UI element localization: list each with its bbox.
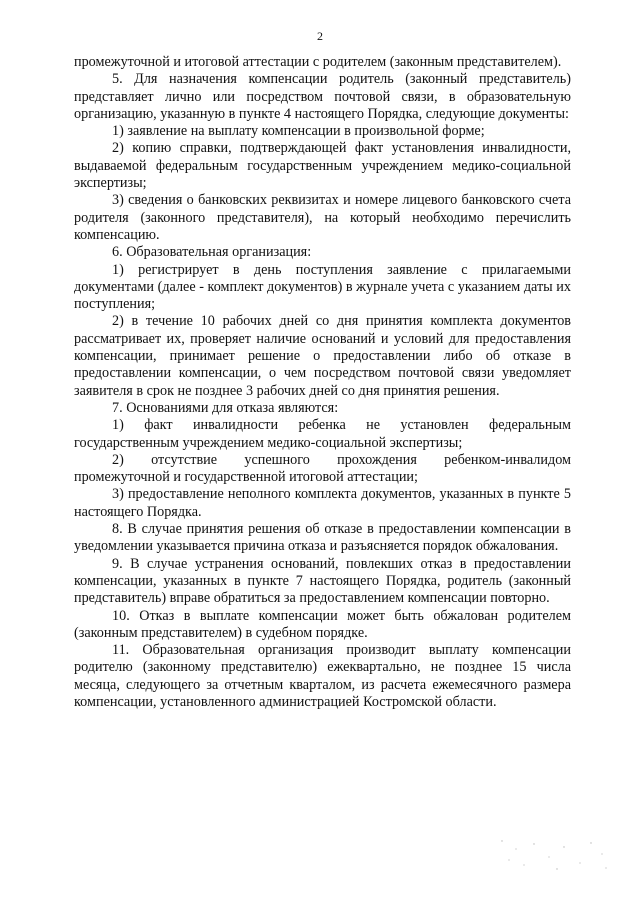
scan-noise-decoration xyxy=(494,835,614,875)
paragraph-7: 7. Основаниями для отказа являются: xyxy=(112,399,339,416)
paragraph-6-item-2: 2) в течение 10 рабочих дней со дня принятия комплекта документов рассматривает их, проверяет наличие оснований и условий для предоставления компенсации, принимает решение о предоставлении либо об отказе в предоставлении компенсации, о чем посредством почтовой связи уведомляет заявителя в срок не позднее 3 рабочих дней со дня принятия решения. xyxy=(74,313,571,399)
paragraph-8: 8. В случае принятия решения об отказе в предоставлении компенсации в уведомлении указывается причина отказа и разъясняется порядок обжалования. xyxy=(74,521,571,555)
paragraph-11: 11. Образовательная организация производит выплату компенсации родителю (законному представителю) ежеквартально, не позднее 15 числа месяца, следующего за отчетным кварталом, из расчета ежемесячного размера компенсации, установленного администрацией Костромской области. xyxy=(74,642,571,710)
paragraph-10: 10. Отказ в выплате компенсации может быть обжалован родителем (законным представителем) в судебном порядке. xyxy=(74,607,571,641)
paragraph-7-item-2: 2) отсутствие успешного прохождения ребенком-инвалидом промежуточной и государственной итоговой аттестации; xyxy=(74,451,571,486)
paragraph-5: 5. Для назначения компенсации родитель (законный представитель) представляет лично или посредством почтовой связи, в образовательную организацию, указанную в пункте 4 настоящего Порядка, следующие документы: xyxy=(74,71,571,122)
paragraph-5-item-2: 2) копию справки, подтверждающей факт установления инвалидности, выдаваемой федеральным государственным учреждением медико-социальной экспертизы; xyxy=(74,140,571,192)
page-number: 2 xyxy=(317,29,323,43)
paragraph-7-item-3: 3) предоставление неполного комплекта документов, указанных в пункте 5 настоящего Порядка. xyxy=(74,486,571,520)
paragraph-7-item-1: 1) факт инвалидности ребенка не установлен федеральным государственным учреждением медико-социальной экспертизы; xyxy=(74,417,571,451)
paragraph-6-item-1: 1) регистрирует в день поступления заявление с прилагаемыми документами (далее - комплект документов) в журнале учета с указанием даты их поступления; xyxy=(74,261,571,313)
paragraph-9: 9. В случае устранения оснований, повлекших отказ в предоставлении компенсации, указанных в пункте 7 настоящего Порядка, родитель (законный представитель) вправе обратиться за предоставлением компенсации повторно. xyxy=(74,555,571,607)
paragraph-5-item-3: 3) сведения о банковских реквизитах и номере лицевого банковского счета родителя (законного представителя), на который необходимо перечислить компенсацию. xyxy=(74,192,571,243)
paragraph-continuation: промежуточной и итоговой аттестации с родителем (законным представителем). xyxy=(74,54,562,70)
document-body xyxy=(74,54,571,711)
paragraph-6: 6. Образовательная организация: xyxy=(112,244,312,261)
paragraph-5-item-1: 1) заявление на выплату компенсации в произвольной форме; xyxy=(112,123,485,140)
